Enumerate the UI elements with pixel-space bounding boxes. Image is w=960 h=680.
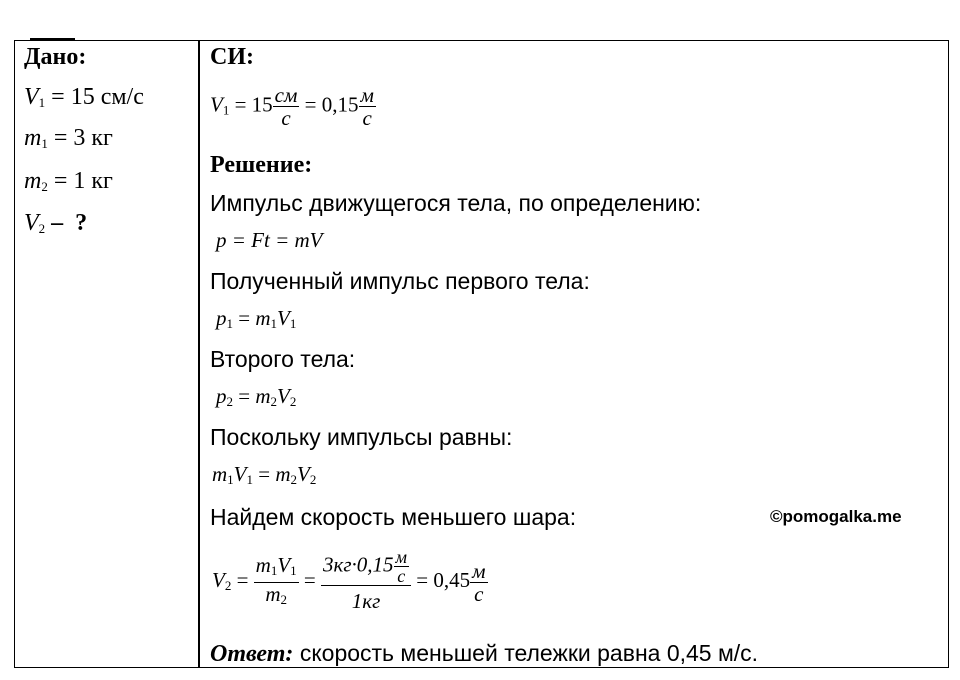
fraction-cm-s: $\frac{см}{с}$ [274, 83, 298, 130]
formula-v2: $V_2$ = $\frac{m_1V_1}{m_2}$ = 3кг·0,15 $\frac{м}{с}$ 1кг = 0,45 $\frac{м}{с}$ [212, 548, 488, 616]
fraction-m1v1-m2: $\frac{m_1V_1}{m_2}$ [255, 552, 297, 607]
si-formula: $V_1 = 15$ $\frac{см}{с}$ = 0,15 $\frac{м}{с}$ [210, 83, 374, 130]
given-row-v2: $V_2$ – ? [24, 210, 88, 236]
solution-line-1: Импульс движущегося тела, по определению: [210, 190, 702, 216]
given-row-m2: $m_2 = 1$ кг [24, 168, 113, 194]
top-mark [30, 38, 75, 40]
given-row-v1: $V_1 = 15$ см/с [24, 84, 144, 110]
given-column [24, 44, 194, 236]
solution-column [210, 0, 945, 680]
formula-equal-momenta: $m_1V_1 = m_2V_2$ [212, 462, 317, 487]
solution-line-2: Полученный импульс первого тела: [210, 268, 590, 294]
answer-line: Ответ: скорость меньшей тележки равна 0,45 м/с. [210, 640, 759, 667]
solution-line-5: Найдем скорость меньшего шара: [210, 504, 577, 530]
given-header: Дано: [24, 44, 87, 70]
fraction-result-unit: $\frac{м}{с}$ [472, 558, 486, 606]
column-divider [198, 40, 200, 668]
solution-line-4: Поскольку импульсы равны: [210, 424, 513, 450]
formula-momentum: p = Ft = mV [216, 228, 323, 252]
watermark: ©pomogalka.me [770, 507, 902, 526]
solution-header: Решение: [210, 152, 313, 178]
formula-p2: $p_2 = m_2V_2$ [216, 384, 297, 409]
solution-line-3: Второго тела: [210, 346, 356, 372]
fraction-numeric: 3кг·0,15 $\frac{м}{с}$ 1кг [321, 548, 411, 616]
fraction-m-s: $\frac{м}{с}$ [360, 83, 374, 130]
si-header: СИ: [210, 44, 254, 70]
given-row-m1: $m_1 = 3$ кг [24, 125, 113, 151]
formula-p1: $p_1 = m_1V_1$ [216, 306, 297, 331]
